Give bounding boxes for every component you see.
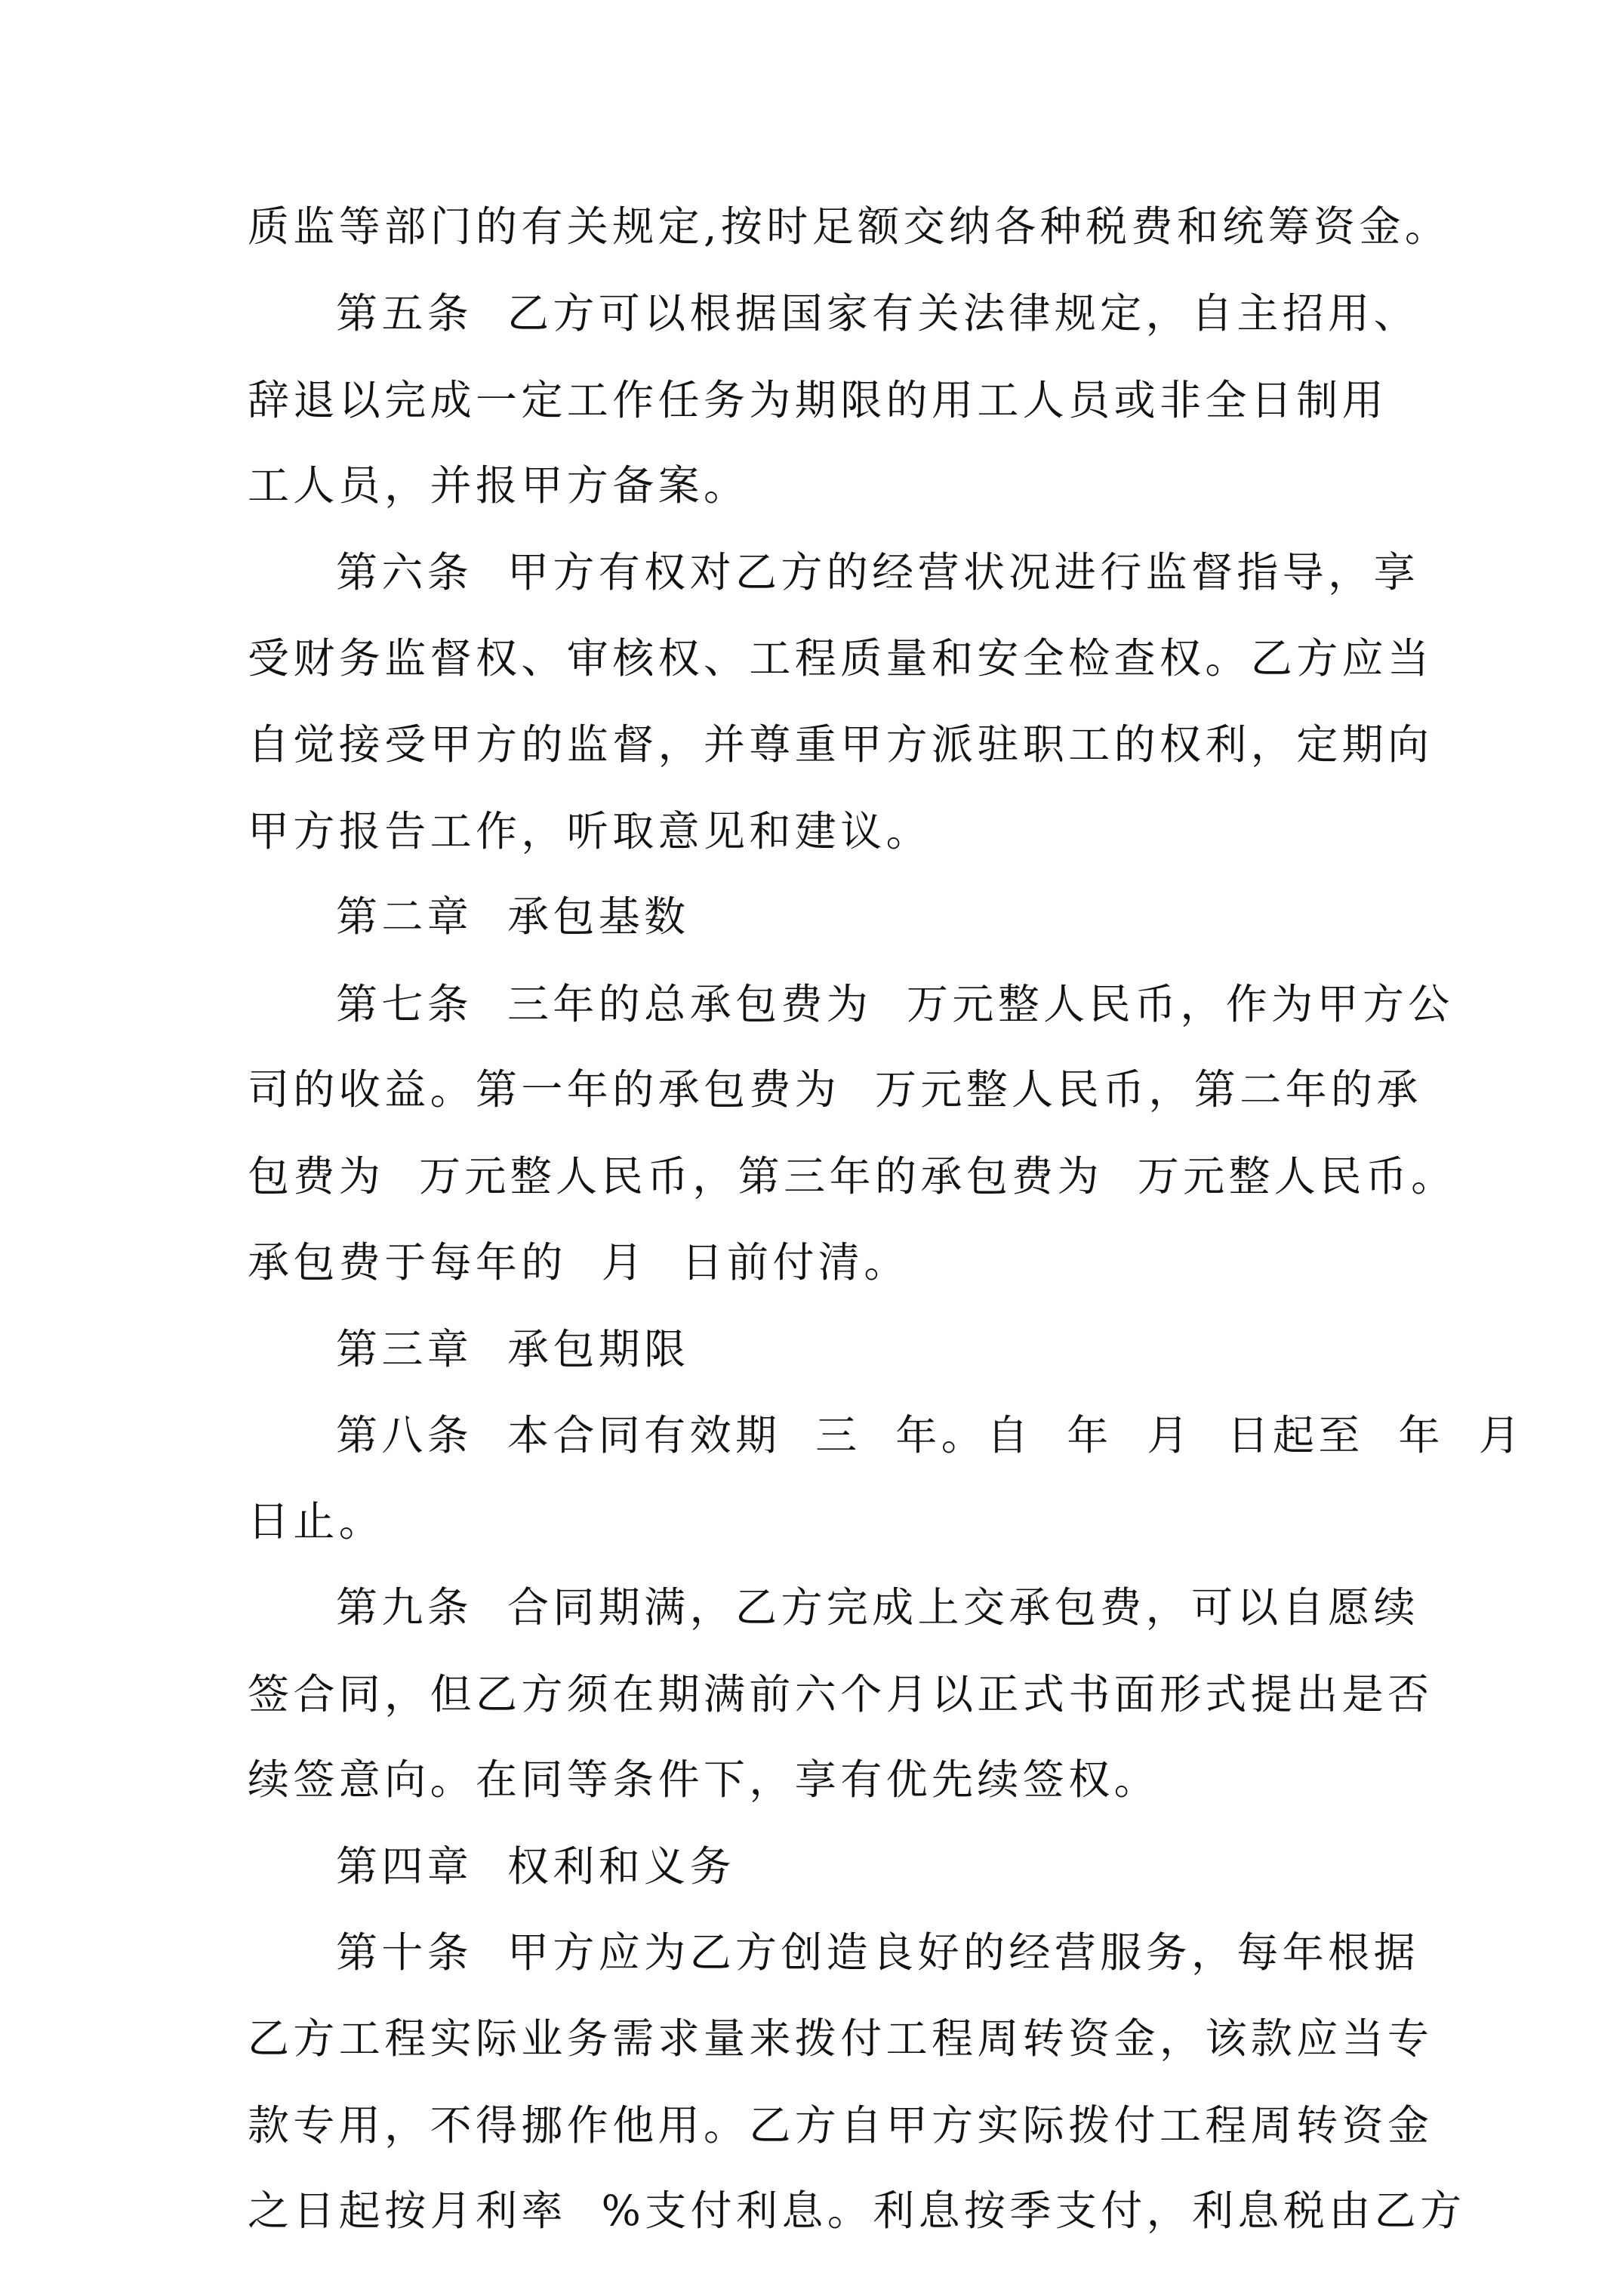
article-8-heading-line: 第八条 本合同有效期 三 年。自 年 月 日起至 年 月 bbox=[336, 1411, 1525, 1459]
article-7-heading-line: 第七条 三年的总承包费为 万元整人民币，作为甲方公 bbox=[336, 980, 1454, 1028]
article-5-heading-line: 第五条 乙方可以根据国家有关法律规定，自主招用、 bbox=[336, 289, 1419, 337]
article-10-heading-line: 第十条 甲方应为乙方创造良好的经营服务，每年根据 bbox=[336, 1928, 1419, 1977]
text-line: 工人员，并报甲方备案。 bbox=[248, 461, 750, 510]
text-line: 款专用，不得挪作他用。乙方自甲方实际拨付工程周转资金 bbox=[248, 2101, 1434, 2150]
text-line: 之日起按月利率 %支付利息。利息按季支付，利息税由乙方 bbox=[248, 2187, 1466, 2235]
text-line: 辞退以完成一定工作任务为期限的用工人员或非全日制用 bbox=[248, 376, 1388, 424]
text-line: 签合同，但乙方须在期满前六个月以正式书面形式提出是否 bbox=[248, 1670, 1434, 1718]
text-line: 承包费于每年的 月 日前付清。 bbox=[248, 1238, 910, 1287]
text-line: 质监等部门的有关规定,按时足额交纳各种税费和统筹资金。 bbox=[248, 202, 1451, 251]
text-line: 续签意向。在同等条件下，享有优先续签权。 bbox=[248, 1755, 1160, 1804]
text-line: 自觉接受甲方的监督，并尊重甲方派驻职工的权利，定期向 bbox=[248, 720, 1434, 769]
text-line: 司的收益。第一年的承包费为 万元整人民币，第二年的承 bbox=[248, 1065, 1422, 1114]
article-9-heading-line: 第九条 合同期满，乙方完成上交承包费，可以自愿续 bbox=[336, 1583, 1419, 1632]
text-line: 日止。 bbox=[248, 1497, 385, 1546]
chapter-2-heading: 第二章 承包基数 bbox=[336, 892, 690, 941]
chapter-4-heading: 第四章 权利和义务 bbox=[336, 1842, 735, 1891]
text-line: 乙方工程实际业务需求量来拨付工程周转资金，该款应当专 bbox=[248, 2014, 1434, 2063]
text-line: 包费为 万元整人民币，第三年的承包费为 万元整人民币。 bbox=[248, 1152, 1457, 1200]
chapter-3-heading: 第三章 承包期限 bbox=[336, 1325, 690, 1373]
text-line: 受财务监督权、审核权、工程质量和安全检查权。乙方应当 bbox=[248, 634, 1434, 683]
article-6-heading-line: 第六条 甲方有权对乙方的经营状况进行监督指导，享 bbox=[336, 548, 1419, 596]
text-line: 甲方报告工作，听取意见和建议。 bbox=[248, 807, 932, 855]
